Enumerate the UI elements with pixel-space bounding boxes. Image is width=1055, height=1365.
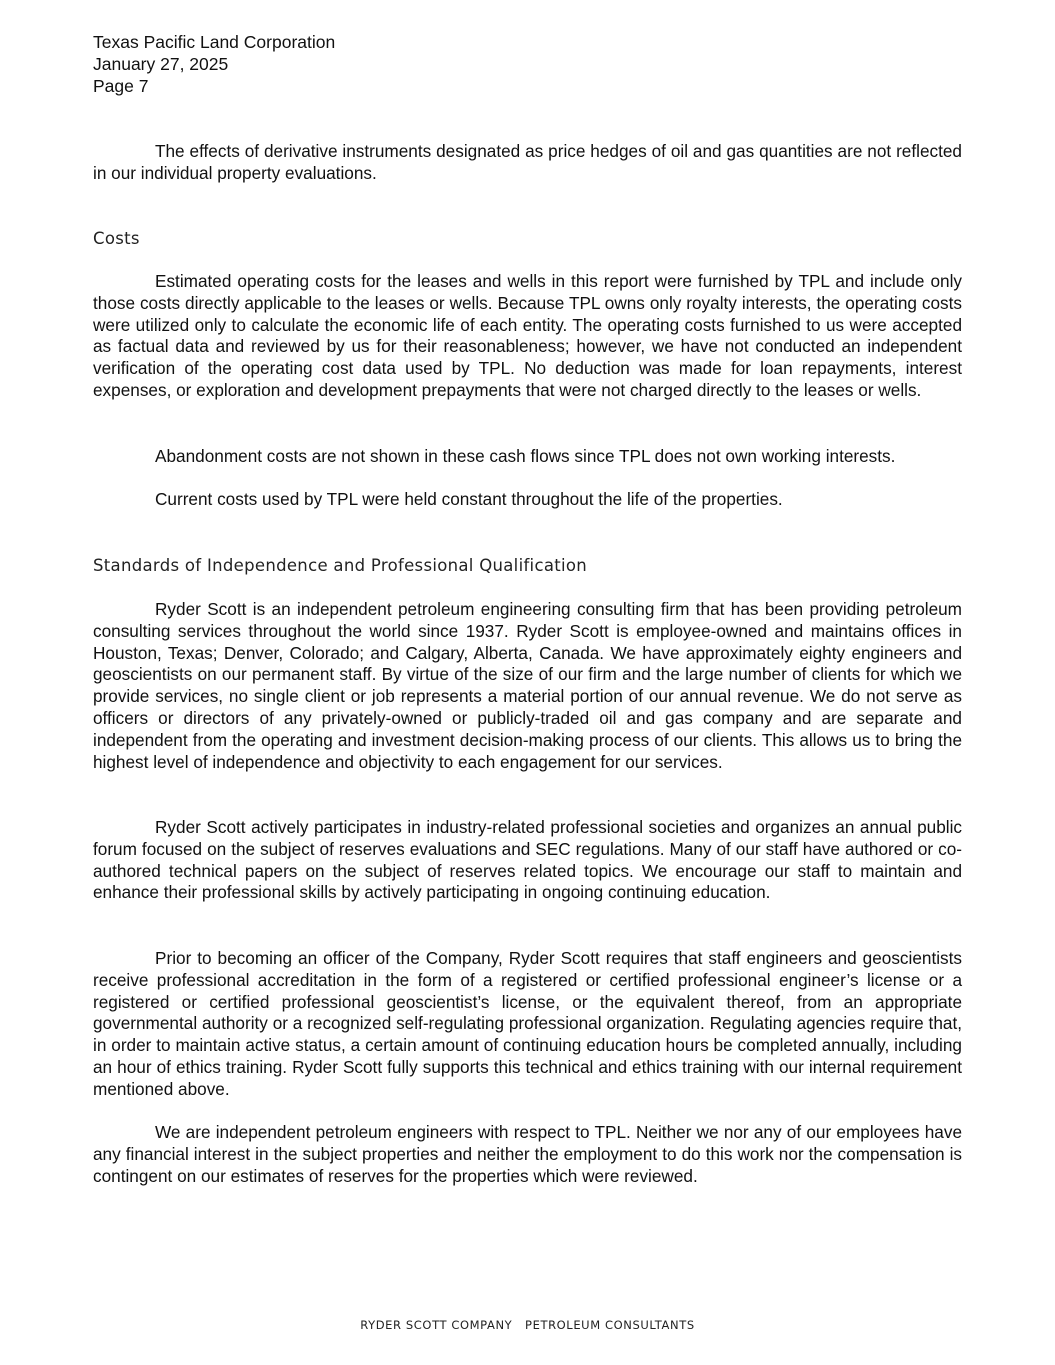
paragraph-standards-2 — [93, 817, 962, 904]
paragraph-costs-3 — [93, 489, 962, 511]
letter-header — [93, 32, 335, 97]
paragraph-text: Ryder Scott actively participates in industry-related professional societies and organizes an annual public forum focused on the subject of reserves evaluations and SEC regulations. Many of our staff have authored or co-authored technical papers on the subject of reserves related topics. We encourage our staff to maintain and enhance their professional skills by actively participating in ongoing continuing education. — [93, 817, 962, 903]
paragraph-text: The effects of derivative instruments designated as price hedges of oil and gas quantities are not reflected in our individual property evaluations. — [93, 141, 962, 183]
paragraph-costs-1 — [93, 271, 962, 402]
paragraph-standards-1 — [93, 599, 962, 773]
company-name: Texas Pacific Land Corporation — [93, 32, 336, 52]
paragraph-costs-2 — [93, 446, 962, 468]
section-heading-standards: Standards of Independence and Professional Qualification — [93, 556, 588, 575]
paragraph-text: Current costs used by TPL were held constant throughout the life of the properties. — [155, 489, 783, 509]
page-footer: RYDER SCOTT COMPANY PETROLEUM CONSULTANTS — [360, 1318, 695, 1332]
section-heading-costs: Costs — [93, 229, 140, 248]
paragraph-text: We are independent petroleum engineers with respect to TPL. Neither we nor any of our employees have any financial interest in the subject properties and neither the employment to do this work nor the compensation is contingent on our estimates of reserves for the properties which were reviewed. — [93, 1122, 962, 1186]
paragraph-text: Prior to becoming an officer of the Company, Ryder Scott requires that staff engineers and geoscientists receive professional accreditation in the form of a registered or certified professional engineer’s license or a registered or certified professional geoscientist’s license, or the equivalent thereof, from an appropriate governmental authority or a recognized self-regulating professional organization. Regulating agencies require that, in order to maintain active status, a certain amount of continuing education hours be completed annually, including an hour of ethics training. Ryder Scott fully supports this technical and ethics training with our internal requirement mentioned above. — [93, 948, 962, 1099]
paragraph-standards-4 — [93, 1122, 962, 1187]
page-number: Page 7 — [93, 75, 149, 96]
paragraph-standards-3 — [93, 948, 962, 1101]
paragraph-text: Ryder Scott is an independent petroleum engineering consulting firm that has been providing petroleum consulting services throughout the world since 1937. Ryder Scott is employee-owned and maintains offices in Houston, Texas; Denver, Colorado; and Calgary, Alberta, Canada. We have approximately eighty engineers and geoscientists on our permanent staff. By virtue of the size of our firm and the large number of clients for which we provide services, no single client or job represents a material portion of our annual revenue. We do not serve as officers or directors of any privately-owned or publicly-traded oil and gas company and are separate and independent from the operating and investment decision-making process of our clients. This allows us to bring the highest level of independence and objectivity to each engagement for our services. — [93, 599, 962, 772]
paragraph-text: Estimated operating costs for the leases and wells in this report were furnished by TPL and include only those costs directly applicable to the leases or wells. Because TPL owns only royalty interests, the operating costs were utilized only to calculate the economic life of each entity. The operating costs furnished to us were accepted as factual data and reviewed by us for their reasonableness; however, we have not conducted an independent verification of the operating cost data used by TPL. No deduction was made for loan repayments, interest expenses, or exploration and development prepayments that were not charged directly to the leases or wells. — [93, 271, 962, 400]
paragraph-text: Abandonment costs are not shown in these cash flows since TPL does not own working interests. — [155, 446, 896, 466]
letter-date: January 27, 2025 — [93, 53, 229, 74]
paragraph-derivatives — [93, 141, 962, 185]
